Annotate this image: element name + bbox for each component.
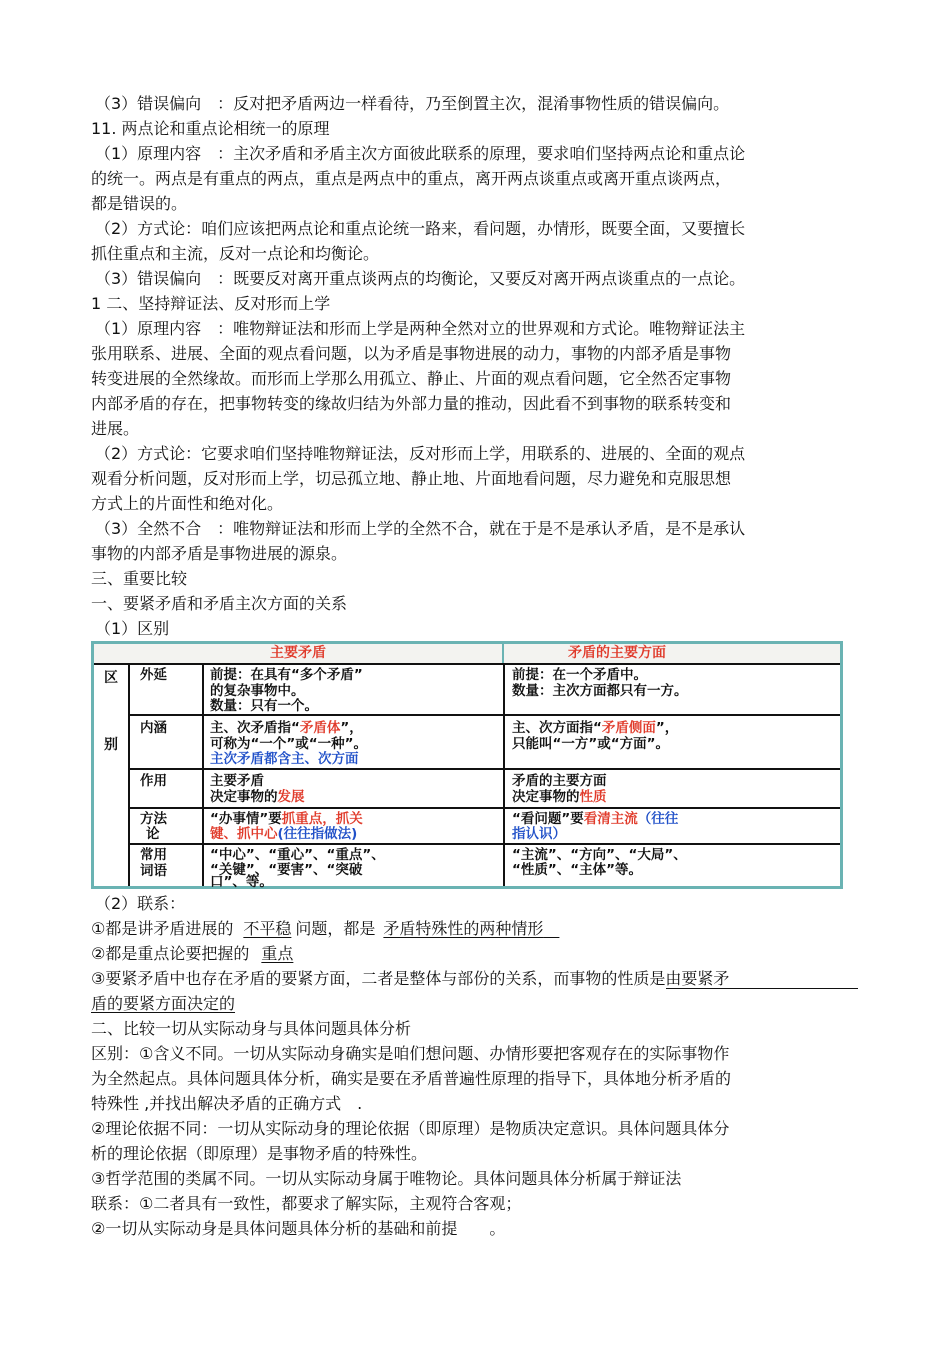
table-header-bg — [94, 644, 840, 663]
cell-text: 决定事物的发展 — [210, 789, 305, 805]
text-line: 区别：①含义不同。一切从实际动身确实是咱们想问题、办情形要把客观存在的实际事物作 — [91, 1044, 730, 1063]
section-heading: 二、比较一切从实际动身与具体问题具体分析 — [91, 1019, 412, 1038]
text-line: 抓住重点和主流，反对一点论和均衡论。 — [91, 244, 380, 263]
row-label-connotation: 内涵 — [140, 720, 167, 736]
comparison-table — [91, 641, 843, 889]
cell-text: 数量：只有一个。 — [210, 698, 318, 714]
cell-text: 决定事物的性质 — [512, 789, 607, 805]
cell-text: 主要矛盾 — [210, 773, 264, 789]
text-line: 张用联系、进展、全面的观点看问题，以为矛盾是事物进展的动力，事物的内部矛盾是事物 — [91, 344, 732, 363]
text-line: 盾的要紧方面决定的 — [91, 994, 236, 1013]
underline — [666, 988, 858, 989]
row-label-methodology-2: 论 — [146, 826, 160, 842]
cell-text: 前提：在一个矛盾中。 — [512, 667, 647, 683]
side-label-bottom: 别 — [104, 737, 118, 753]
side-label-top: 区 — [104, 670, 118, 686]
text-line: （1）原理内容 ：唯物辩证法和形而上学是两种全然对立的世界观和方式论。唯物辩证法主 — [95, 319, 746, 338]
text-line: 析的理论依据（即原理）是事物矛盾的特殊性。 — [91, 1144, 428, 1163]
cell-text-highlight: 主次矛盾都含主、次方面 — [210, 751, 359, 767]
text-line: 的统一。两点是有重点的两点，重点是两点中的重点，离开两点谈重点或离开重点谈两点， — [91, 169, 732, 188]
header-divider — [502, 644, 504, 663]
text-line: 联系：①二者具有一致性，都要求了解实际，主观符合客观； — [91, 1194, 522, 1213]
row-label-common-terms: 常用 — [140, 847, 167, 863]
grid-line — [128, 843, 840, 845]
text-line: （2）方式论：它要求咱们坚持唯物辩证法，反对形而上学，用联系的、进展的、全面的观点 — [95, 444, 746, 463]
cell-text: “中心”、“重心”、“重点”、 — [210, 847, 385, 863]
text-line: （3）错误偏向 ：既要反对离开重点谈两点的均衡论，又要反对离开两点谈重点的一点论。 — [95, 269, 746, 288]
text-line: ②理论依据不同：一切从实际动身的理论依据（即原理）是物质决定意识。具体问题具体分 — [91, 1119, 730, 1138]
header-main-contradiction: 主要矛盾 — [270, 645, 326, 661]
cell-text: 可称为“一个”或“一种”。 — [210, 736, 367, 752]
text-line: 进展。 — [91, 419, 140, 438]
cell-text: “主流”、“方向”、“大局”、 — [512, 847, 687, 863]
grid-line — [94, 663, 840, 665]
cell-text: “关键”、“要害”、“突破 — [210, 862, 363, 878]
text-line: 为全然起点。具体问题具体分析，确实是要在矛盾普遍性原理的指导下，具体地分析矛盾的 — [91, 1069, 732, 1088]
row-label-role: 作用 — [140, 773, 167, 789]
cell-text: 矛盾的主要方面 — [512, 773, 607, 789]
grid-line — [128, 768, 840, 770]
row-label-extension: 外延 — [140, 667, 167, 683]
text-line: 特殊性 ,并找出解决矛盾的正确方式 . — [91, 1094, 363, 1113]
cell-text: 键、抓中心(往往指做法) — [210, 826, 358, 842]
text-line: ③哲学范围的类属不同。一切从实际动身属于唯物论。具体问题具体分析属于辩证法 — [91, 1169, 682, 1188]
text-line: 方式上的片面性和绝对化。 — [91, 494, 284, 513]
cell-text: “办事情”要抓重点，抓关 — [210, 811, 363, 827]
row-label-methodology: 方法 — [140, 811, 167, 827]
cell-text: 前提：在具有“多个矛盾” — [210, 667, 363, 683]
cell-text: 主、次方面指“矛盾侧面”， — [512, 720, 679, 736]
text-line: （2）方式论：咱们应该把两点论和重点论统一路来，看问题，办情形，既要全面，又要擅长 — [95, 219, 746, 238]
cell-text: 指认识） — [512, 826, 566, 842]
text-line: 观看分析问题，反对形而上学，切忌孤立地、静止地、片面地看问题，尽力避免和克服思想 — [91, 469, 732, 488]
section-heading: 一、要紧矛盾和矛盾主次方面的关系 — [91, 594, 348, 613]
grid-line — [503, 663, 505, 886]
text-line: （3）全然不合 ：唯物辩证法和形而上学的全然不合，就在于是不是承认矛盾，是不是承认 — [95, 519, 746, 538]
text-line: 都是错误的。 — [91, 194, 188, 213]
text-line: 转变进展的全然缘故。而形而上学那么用孤立、静止、片面的观点看问题，它全然否定事物 — [91, 369, 732, 388]
subsection-heading: （2）联系： — [95, 894, 186, 913]
text-line: ③要紧矛盾中也存在矛盾的要紧方面，二者是整体与部份的关系，而事物的性质是由要紧矛 — [91, 969, 730, 988]
section-heading: 11. 两点论和重点论相统一的原理 — [91, 119, 330, 138]
text-line: ②一切从实际动身是具体问题具体分析的基础和前提 。 — [91, 1219, 506, 1238]
text-line: （1）原理内容 ：主次矛盾和矛盾主次方面彼此联系的原理，要求咱们坚持两点论和重点论 — [95, 144, 746, 163]
cell-text: 的复杂事物中。 — [210, 683, 305, 699]
text-line: 事物的内部矛盾是事物进展的源泉。 — [91, 544, 348, 563]
grid-line — [128, 714, 840, 716]
row-label-common-terms-2: 词语 — [140, 863, 167, 879]
cell-text: “性质”、“主体”等。 — [512, 862, 642, 878]
text-line: 内部矛盾的存在，把事物转变的缘故归结为外部力量的推动，因此看不到事物的联系转变和 — [91, 394, 732, 413]
section-heading: 三、重要比较 — [91, 569, 188, 588]
text-line: （3）错误偏向 ：反对把矛盾两边一样看待，乃至倒置主次，混淆事物性质的错误偏向。 — [95, 94, 730, 113]
cell-text: “看问题”要看清主流（往往 — [512, 811, 679, 827]
text-line: ①都是讲矛盾进展的 不平稳 问题，都是 矛盾特殊性的两种情形 — [91, 919, 544, 938]
cell-text: 主、次矛盾指“矛盾体”， — [210, 720, 363, 736]
section-heading: 1 二、坚持辩证法、反对形而上学 — [91, 294, 331, 313]
grid-line — [128, 807, 840, 809]
cell-text: 只能叫“一方”或“方面”。 — [512, 736, 669, 752]
cell-text: 口”、等。 — [210, 874, 273, 890]
header-main-aspect: 矛盾的主要方面 — [568, 645, 666, 661]
text-line: ②都是重点论要把握的 重点 — [91, 944, 294, 963]
cell-text: 数量：主次方面都只有一方。 — [512, 683, 688, 699]
grid-line — [202, 663, 204, 886]
grid-line — [128, 663, 130, 886]
subsection-heading: （1）区别 — [95, 619, 170, 638]
